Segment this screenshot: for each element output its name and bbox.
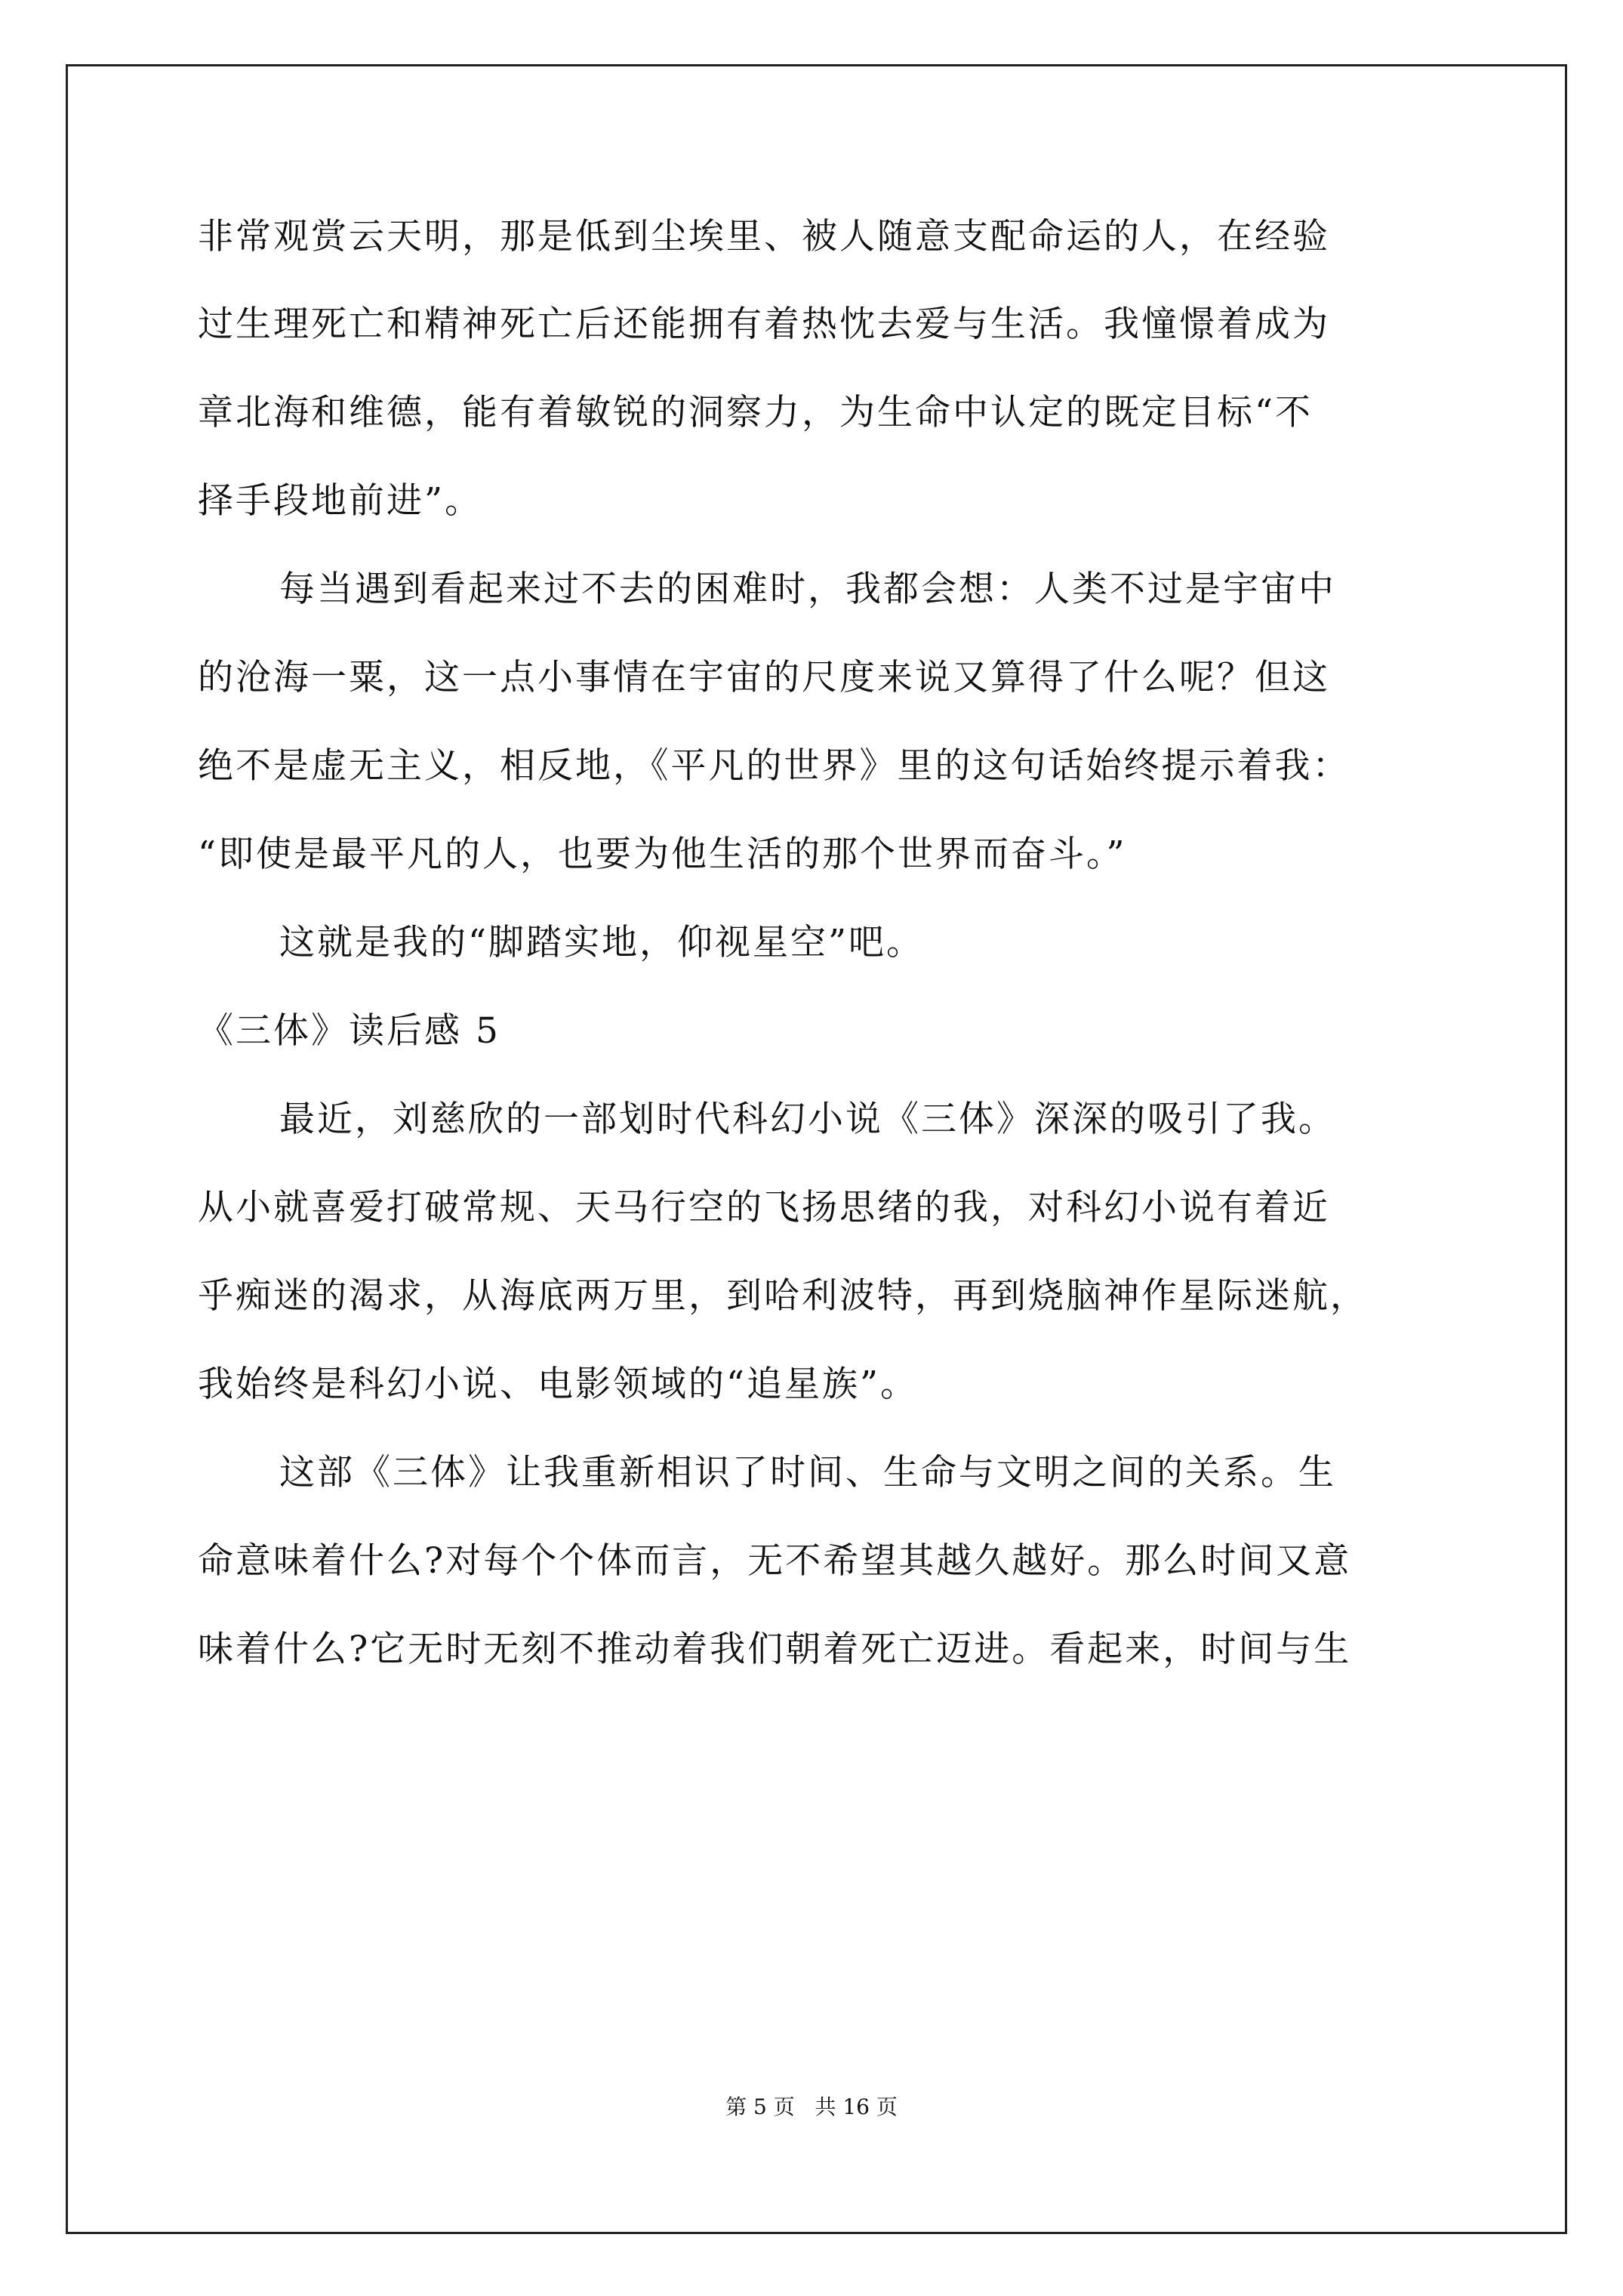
paragraph-line: 过生理死亡和精神死亡后还能拥有着热忱去爱与生活。我憧憬着成为 — [198, 304, 1330, 345]
paragraph-line: 每当遇到看起来过不去的困难时，我都会想：人类不过是宇宙中 — [279, 569, 1336, 610]
paragraph-line: 命意味着什么?对每个个体而言，无不希望其越久越好。那么时间又意 — [198, 1540, 1352, 1582]
paragraph-line: 的沧海一粟，这一点小事情在宇宙的尺度来说又算得了什么呢？但这 — [198, 657, 1330, 698]
paragraph-line: 味着什么?它无时无刻不推动着我们朝着死亡迈进。看起来，时间与生 — [198, 1629, 1352, 1670]
paragraph-line: 这部《三体》让我重新相识了时间、生命与文明之间的关系。生 — [279, 1452, 1336, 1493]
paragraph-line: 乎痴迷的渴求，从海底两万里，到哈利波特，再到烧脑神作星际迷航， — [198, 1275, 1368, 1317]
section-heading: 《三体》读后感 5 — [198, 1010, 500, 1052]
paragraph-line: 从小就喜爱打破常规、天马行空的飞扬思绪的我，对科幻小说有着近 — [198, 1187, 1330, 1228]
paragraph-line: 绝不是虚无主义，相反地，《平凡的世界》里的这句话始终提示着我： — [198, 745, 1350, 787]
paragraph-line: 我始终是科幻小说、电影领域的“追星族”。 — [198, 1364, 919, 1405]
page-footer: 第 5 页 共 16 页 — [725, 2094, 898, 2119]
paragraph-line: 非常观赏云天明，那是低到尘埃里、被人随意支配命运的人，在经验 — [198, 216, 1330, 257]
paragraph-line: 这就是我的“脚踏实地，仰视星空”吧。 — [279, 922, 925, 963]
paragraph-line: 章北海和维德，能有着敏锐的洞察力，为生命中认定的既定目标“不 — [198, 392, 1313, 433]
paragraph-line: 择手段地前进”。 — [198, 480, 483, 522]
quote-line: “即使是最平凡的人，也要为他生活的那个世界而奋斗。” — [198, 834, 1127, 875]
paragraph-line: 最近，刘慈欣的一部划时代科幻小说《三体》深深的吸引了我。 — [279, 1099, 1336, 1140]
